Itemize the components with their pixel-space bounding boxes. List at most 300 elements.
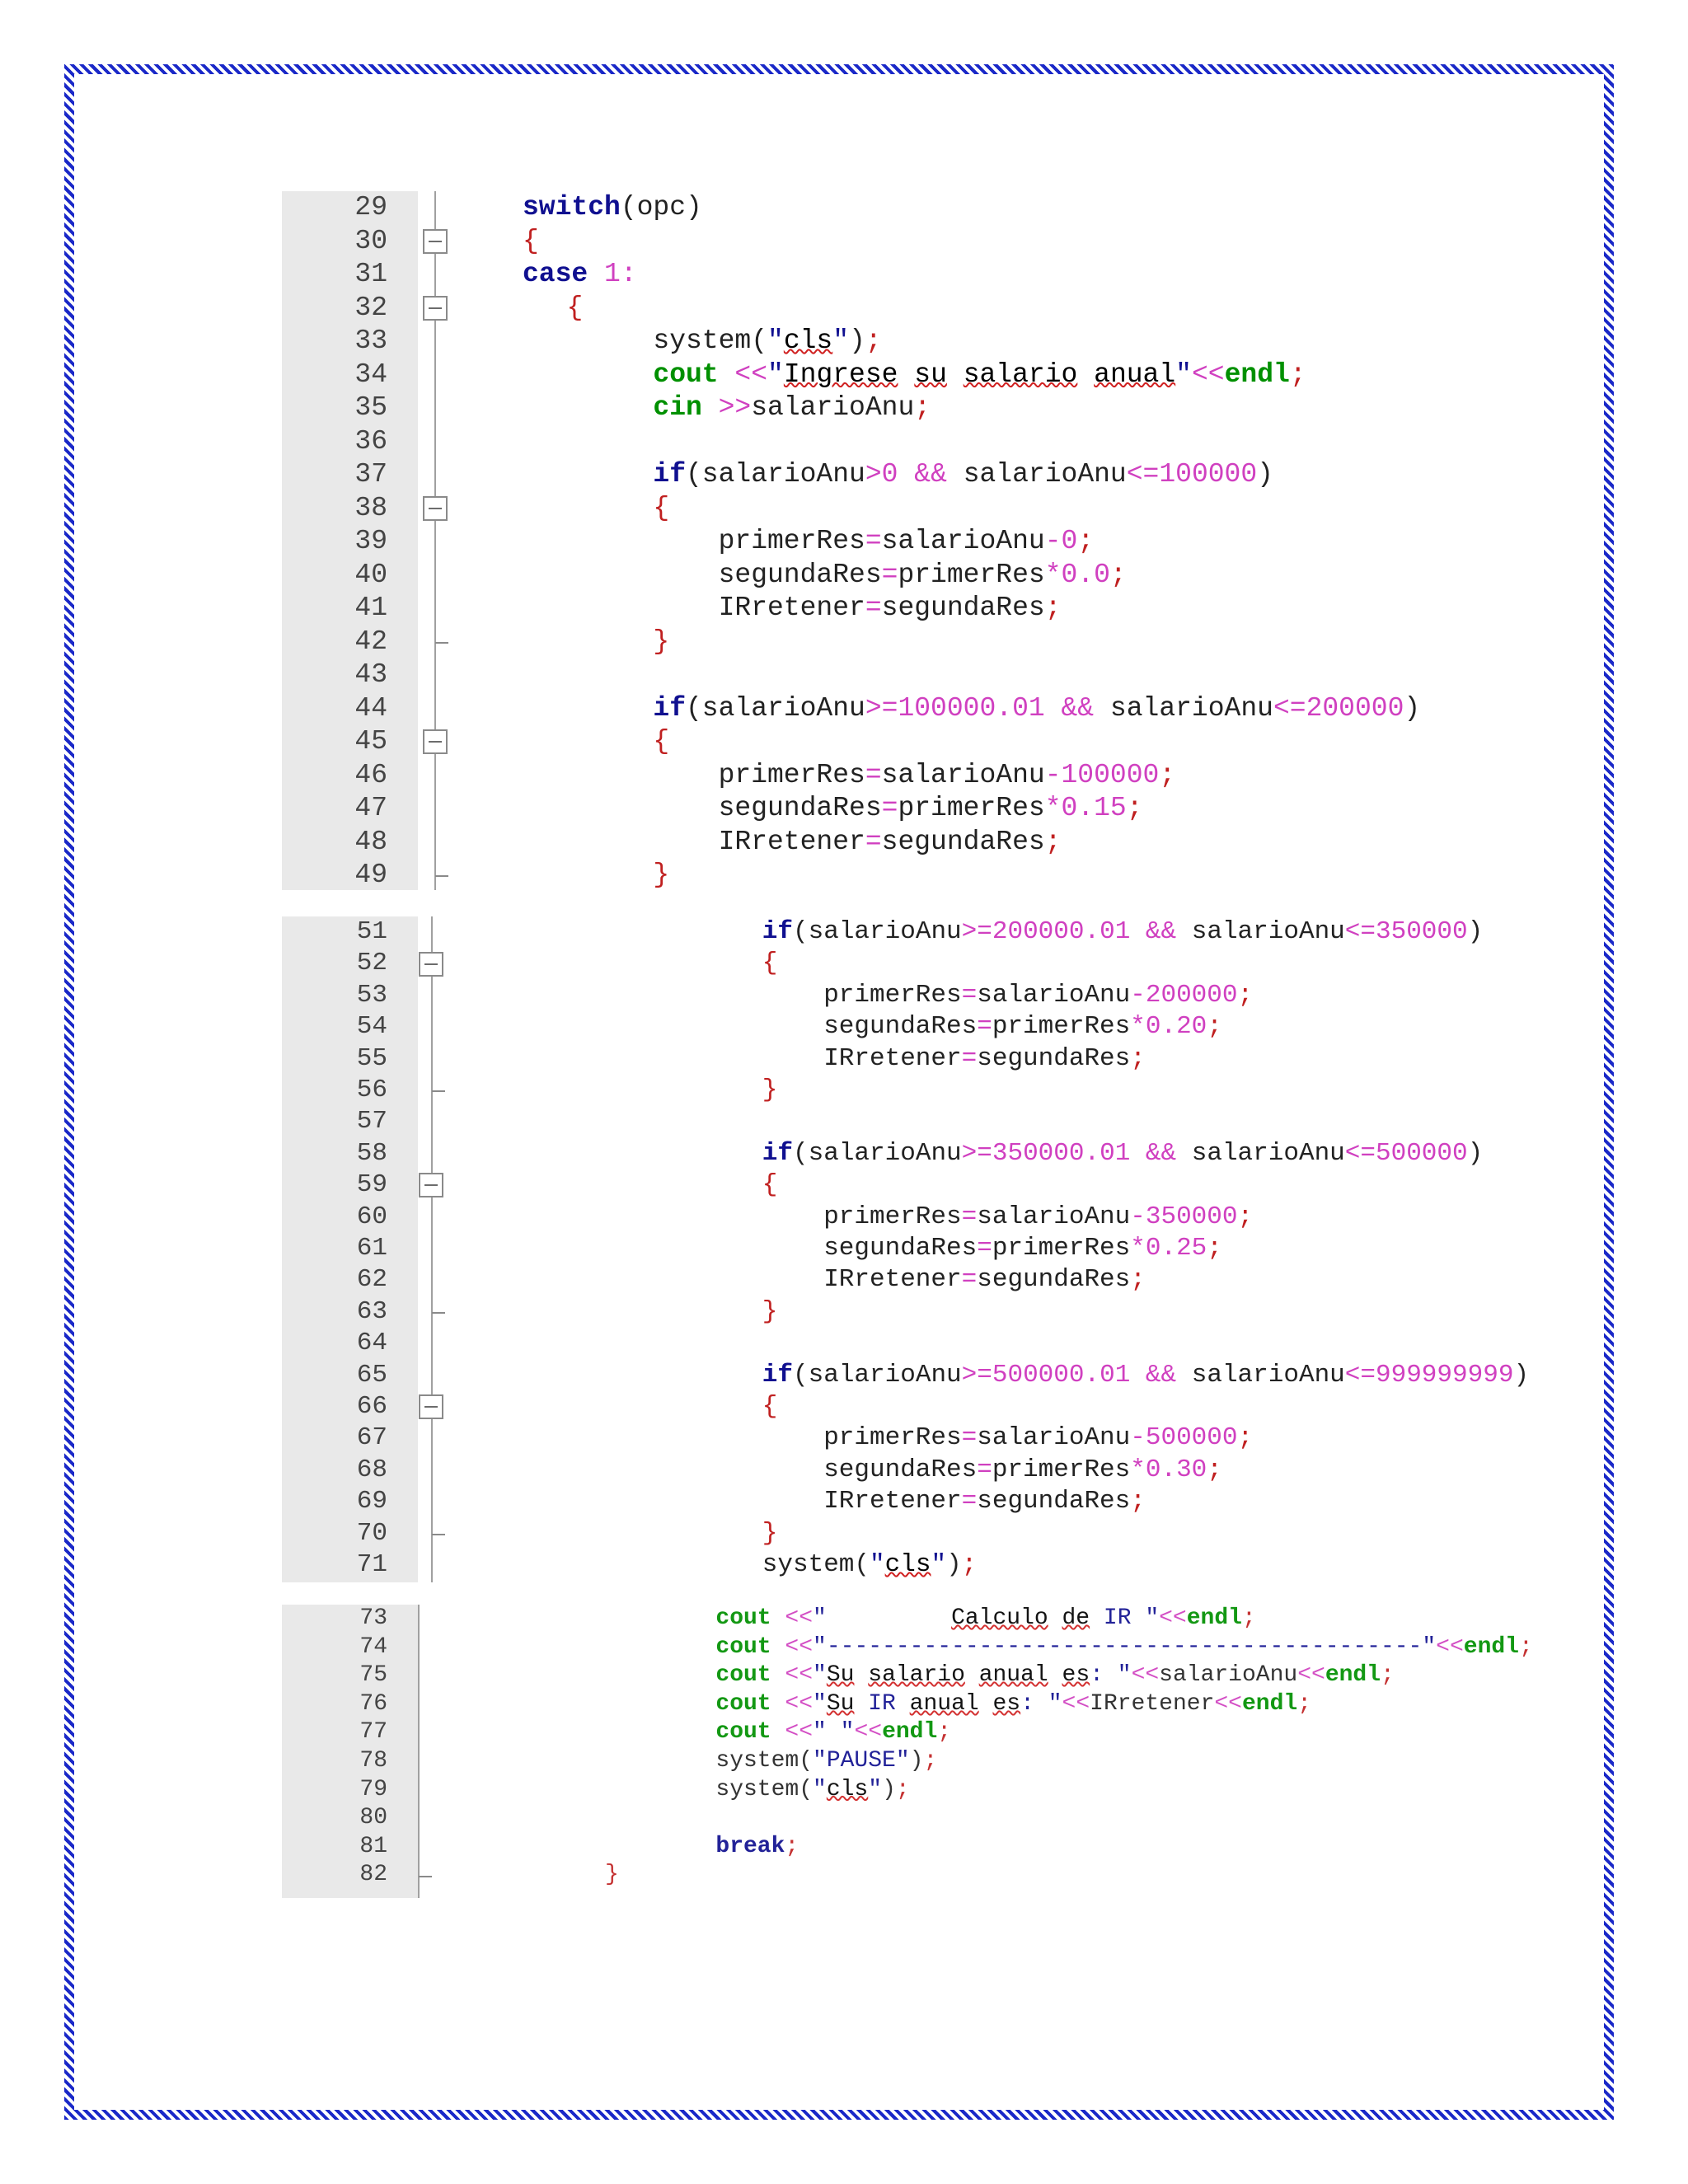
code-token: primerRes bbox=[823, 1202, 962, 1231]
code-token: salarioAnu bbox=[977, 980, 1131, 1010]
code-text bbox=[823, 1455, 1222, 1486]
code-line bbox=[282, 359, 1452, 392]
code-token: Su bbox=[826, 1690, 855, 1717]
code-token: segundaRes bbox=[977, 1487, 1131, 1516]
code-token: salarioAnu bbox=[1159, 1662, 1298, 1689]
code-text bbox=[762, 1549, 977, 1581]
code-token: && bbox=[1061, 692, 1095, 724]
code-token: salarioAnu bbox=[946, 459, 1127, 490]
code-token: ) bbox=[1467, 917, 1484, 946]
code-token: Calculo bbox=[951, 1605, 1048, 1631]
fold-toggle-icon[interactable] bbox=[423, 229, 448, 254]
code-token: 200000 bbox=[1306, 692, 1404, 724]
fold-toggle-icon[interactable] bbox=[423, 496, 448, 521]
code-token: if bbox=[653, 459, 686, 490]
code-text bbox=[653, 391, 931, 425]
code-token: " bbox=[868, 1776, 883, 1802]
code-token: = bbox=[961, 1423, 978, 1453]
code-token: 100000 bbox=[1159, 459, 1258, 490]
code-token: { bbox=[653, 726, 670, 757]
code-token: salarioAnu bbox=[1176, 1360, 1345, 1390]
code-token: ) bbox=[1513, 1360, 1530, 1390]
code-token: primerRes bbox=[992, 1234, 1131, 1263]
fold-toggle-icon[interactable] bbox=[419, 952, 443, 977]
line-number: 31 bbox=[354, 259, 387, 289]
code-token: ) bbox=[882, 1776, 896, 1802]
code-token: 100000 bbox=[1061, 759, 1160, 790]
code-line bbox=[282, 425, 1452, 459]
code-token: ; bbox=[1044, 593, 1062, 623]
line-number: 52 bbox=[356, 949, 387, 978]
code-token bbox=[771, 1634, 785, 1660]
code-token: IRretener bbox=[718, 826, 865, 857]
code-text bbox=[823, 1233, 1222, 1264]
code-text bbox=[823, 1202, 1253, 1233]
code-token bbox=[771, 1605, 785, 1631]
code-token: ; bbox=[923, 1748, 938, 1774]
code-token: ; bbox=[1126, 793, 1143, 823]
code-token: = bbox=[881, 559, 898, 590]
line-number: 36 bbox=[354, 425, 387, 457]
code-token: = bbox=[977, 1455, 992, 1484]
code-token: } bbox=[762, 1076, 778, 1104]
code-token: segundaRes bbox=[881, 593, 1045, 623]
code-token: salarioAnu bbox=[751, 392, 915, 423]
fold-end-icon bbox=[419, 1876, 432, 1877]
code-token: primerRes bbox=[823, 1423, 962, 1453]
fold-end-icon bbox=[432, 1090, 445, 1092]
code-token: Su bbox=[826, 1662, 855, 1689]
code-token: ; bbox=[1130, 1043, 1146, 1073]
code-token: cin bbox=[653, 392, 702, 423]
line-number: 68 bbox=[356, 1455, 387, 1484]
line-number: 63 bbox=[356, 1296, 387, 1326]
code-line bbox=[282, 1861, 1452, 1890]
code-token: 0.0 bbox=[1061, 559, 1110, 590]
code-token: ; bbox=[937, 1719, 952, 1746]
code-token bbox=[771, 1691, 785, 1717]
line-number: 43 bbox=[354, 659, 387, 690]
line-number: 60 bbox=[356, 1202, 387, 1231]
line-number: 74 bbox=[359, 1633, 387, 1660]
code-text bbox=[653, 725, 669, 759]
code-token: } bbox=[653, 626, 670, 657]
code-line bbox=[282, 1075, 1452, 1106]
code-line bbox=[282, 1747, 1452, 1776]
line-number: 42 bbox=[354, 626, 387, 657]
code-line bbox=[282, 1011, 1452, 1043]
code-token: ; bbox=[865, 326, 882, 356]
code-text bbox=[719, 592, 1062, 626]
code-line bbox=[282, 391, 1452, 425]
line-number: 58 bbox=[356, 1138, 387, 1168]
code-token: IRretener bbox=[823, 1265, 962, 1295]
code-text bbox=[762, 1360, 1529, 1391]
code-token: } bbox=[762, 1296, 778, 1326]
code-token: ; bbox=[1130, 1265, 1146, 1295]
code-token: IRretener bbox=[823, 1043, 962, 1073]
line-number: 70 bbox=[356, 1518, 387, 1548]
code-text bbox=[719, 792, 1143, 826]
code-line bbox=[282, 1718, 1452, 1747]
code-text bbox=[762, 948, 778, 979]
code-token: endl bbox=[1463, 1633, 1519, 1660]
code-line bbox=[282, 1202, 1452, 1233]
code-token: " bbox=[813, 1662, 827, 1689]
code-token: primerRes bbox=[718, 526, 865, 556]
line-number: 64 bbox=[356, 1329, 387, 1358]
code-text bbox=[653, 859, 669, 893]
code-token bbox=[719, 359, 735, 390]
code-token: endl bbox=[1186, 1605, 1242, 1631]
code-token: endl bbox=[1325, 1662, 1381, 1689]
code-token: <= bbox=[1273, 692, 1306, 724]
code-token: : bbox=[620, 259, 637, 289]
code-token: && bbox=[1145, 917, 1177, 946]
code-token: << bbox=[1191, 359, 1225, 390]
code-token: { bbox=[566, 292, 584, 323]
code-line bbox=[282, 1633, 1533, 1662]
code-token bbox=[1130, 1361, 1146, 1390]
line-number: 40 bbox=[354, 559, 387, 590]
code-token: = bbox=[865, 826, 882, 857]
code-text bbox=[653, 325, 881, 359]
code-token: 1 bbox=[604, 259, 621, 289]
code-token: ; bbox=[1237, 1423, 1254, 1453]
code-token: 500000 bbox=[1145, 1423, 1238, 1453]
code-line bbox=[282, 1518, 1452, 1549]
code-token bbox=[979, 1691, 993, 1717]
fold-toggle-icon[interactable] bbox=[419, 1394, 443, 1419]
line-number: 77 bbox=[359, 1719, 387, 1746]
code-line bbox=[282, 1043, 1452, 1075]
code-token: { bbox=[762, 1392, 778, 1421]
code-token: = bbox=[961, 1265, 978, 1295]
code-token: salario bbox=[868, 1662, 965, 1689]
code-text bbox=[715, 1833, 799, 1862]
code-token bbox=[771, 1719, 785, 1745]
code-token: 350000 bbox=[1145, 1202, 1238, 1231]
line-number: 49 bbox=[354, 860, 387, 890]
code-token: IRretener bbox=[718, 593, 865, 623]
code-token: >= bbox=[961, 1138, 992, 1168]
fold-toggle-icon[interactable] bbox=[423, 296, 448, 321]
code-token: segundaRes bbox=[823, 1455, 978, 1484]
code-token: (salarioAnu bbox=[793, 917, 962, 946]
code-text bbox=[762, 1296, 778, 1328]
code-token bbox=[1045, 693, 1062, 724]
code-token: 0 bbox=[1061, 526, 1078, 556]
code-token: << bbox=[1159, 1605, 1187, 1631]
code-token: IRretener bbox=[823, 1487, 962, 1516]
line-number: 79 bbox=[359, 1776, 387, 1802]
line-number: 82 bbox=[359, 1862, 387, 1888]
line-number: 69 bbox=[356, 1487, 387, 1516]
code-token bbox=[702, 392, 719, 423]
line-number: 44 bbox=[354, 692, 387, 724]
code-token: } bbox=[605, 1862, 619, 1888]
code-line bbox=[282, 1233, 1452, 1264]
code-token: * bbox=[1044, 793, 1062, 823]
code-token: << bbox=[785, 1690, 814, 1717]
code-token: = bbox=[865, 526, 882, 556]
code-token: <= bbox=[1344, 917, 1376, 946]
code-token bbox=[1130, 917, 1146, 946]
code-token: salarioAnu bbox=[881, 759, 1045, 790]
code-token: system( bbox=[715, 1748, 814, 1774]
line-number: 38 bbox=[354, 492, 387, 523]
code-token: = bbox=[977, 1234, 992, 1263]
code-token: ) bbox=[946, 1550, 962, 1579]
code-text bbox=[823, 1422, 1253, 1454]
code-token: << bbox=[1062, 1690, 1090, 1717]
code-text bbox=[715, 1661, 1394, 1690]
code-text bbox=[762, 916, 1483, 948]
code-token: = bbox=[865, 759, 882, 790]
code-token bbox=[1048, 1662, 1062, 1688]
code-token: - bbox=[1130, 980, 1146, 1010]
code-token: segundaRes bbox=[881, 826, 1045, 857]
line-number: 34 bbox=[354, 359, 387, 390]
code-token bbox=[1077, 359, 1094, 390]
code-token: && bbox=[914, 459, 947, 490]
code-token: primerRes bbox=[992, 1012, 1131, 1042]
code-token: salario bbox=[963, 359, 1078, 390]
code-text bbox=[762, 1169, 778, 1201]
code-token: cls bbox=[884, 1550, 931, 1579]
code-text bbox=[715, 1690, 1311, 1719]
code-block-3 bbox=[282, 1605, 1533, 1898]
fold-end-icon bbox=[435, 875, 448, 877]
code-token: " bbox=[813, 1605, 952, 1631]
code-token: ; bbox=[785, 1833, 799, 1859]
code-token: cout bbox=[715, 1633, 771, 1660]
code-token: segundaRes bbox=[977, 1265, 1131, 1295]
code-token: = bbox=[881, 793, 898, 823]
line-number: 55 bbox=[356, 1043, 387, 1073]
code-token: * bbox=[1130, 1455, 1146, 1484]
code-line bbox=[282, 1833, 1452, 1862]
code-token: 350000.01 bbox=[992, 1138, 1131, 1168]
code-token: segundaRes bbox=[823, 1234, 978, 1263]
code-token: > bbox=[865, 459, 882, 490]
line-number: 73 bbox=[359, 1605, 387, 1631]
code-token: << bbox=[1131, 1662, 1160, 1689]
code-text bbox=[715, 1776, 909, 1805]
code-line bbox=[282, 492, 1452, 526]
code-token: (opc) bbox=[620, 192, 702, 223]
code-token: 999999999 bbox=[1376, 1360, 1514, 1390]
code-token bbox=[1130, 1139, 1146, 1168]
code-token: cls bbox=[783, 326, 833, 356]
code-token bbox=[947, 359, 964, 390]
code-token: IRretener bbox=[1090, 1690, 1215, 1717]
code-token: ; bbox=[1130, 1487, 1146, 1516]
code-line bbox=[282, 458, 1452, 492]
code-token: ; bbox=[914, 392, 931, 423]
code-line bbox=[282, 1391, 1452, 1422]
code-line bbox=[282, 559, 1452, 593]
code-text bbox=[715, 1605, 1255, 1633]
code-text bbox=[719, 826, 1062, 860]
line-number: 78 bbox=[359, 1748, 387, 1774]
code-token: = bbox=[961, 1043, 978, 1073]
code-token: case bbox=[523, 259, 588, 289]
code-token: 200000.01 bbox=[992, 917, 1131, 946]
code-token: ; bbox=[1237, 1202, 1254, 1231]
code-line bbox=[282, 592, 1452, 626]
code-line bbox=[282, 1264, 1452, 1296]
code-line bbox=[282, 1360, 1530, 1391]
code-token: 500000 bbox=[1376, 1138, 1468, 1168]
code-token bbox=[854, 1662, 868, 1688]
fold-toggle-icon[interactable] bbox=[423, 729, 448, 754]
code-line bbox=[282, 1776, 1452, 1805]
code-line bbox=[282, 1804, 1452, 1833]
line-number: 53 bbox=[356, 980, 387, 1010]
line-number: 54 bbox=[356, 1012, 387, 1042]
code-token: 0.25 bbox=[1145, 1234, 1207, 1263]
code-token: ; bbox=[1109, 559, 1127, 590]
code-token: " bbox=[832, 326, 850, 356]
code-block-2 bbox=[282, 916, 1530, 1582]
line-number: 56 bbox=[356, 1076, 387, 1104]
code-text bbox=[653, 492, 669, 526]
code-token: "-------------------------------------------" bbox=[813, 1633, 1437, 1660]
code-token: << bbox=[854, 1719, 883, 1746]
code-line bbox=[282, 1328, 1452, 1359]
line-number: 67 bbox=[356, 1423, 387, 1453]
code-token: anual bbox=[978, 1662, 1048, 1689]
code-token: system( bbox=[715, 1776, 814, 1802]
code-token: cls bbox=[826, 1776, 869, 1802]
code-token: (salarioAnu bbox=[793, 1360, 962, 1390]
code-token: ; bbox=[1207, 1455, 1222, 1484]
code-text bbox=[762, 1391, 778, 1422]
code-token: primerRes bbox=[718, 759, 865, 790]
code-token: ) bbox=[1404, 692, 1421, 724]
code-token: ; bbox=[1237, 980, 1254, 1010]
fold-end-icon bbox=[432, 1312, 445, 1314]
code-token bbox=[1048, 1605, 1062, 1631]
code-token: ) bbox=[849, 326, 865, 356]
code-token: <= bbox=[1344, 1360, 1376, 1390]
line-number: 32 bbox=[354, 292, 387, 323]
code-token: primerRes bbox=[898, 559, 1045, 590]
code-line bbox=[282, 980, 1452, 1011]
code-text bbox=[523, 258, 637, 292]
code-token: * bbox=[1044, 559, 1062, 590]
code-text bbox=[653, 692, 1420, 726]
line-number: 47 bbox=[354, 793, 387, 823]
line-number: 41 bbox=[354, 593, 387, 623]
code-token: (salarioAnu bbox=[686, 692, 865, 724]
code-token: { bbox=[762, 949, 778, 978]
code-text bbox=[823, 1043, 1146, 1075]
code-line bbox=[282, 792, 1452, 826]
line-number: 45 bbox=[354, 726, 387, 757]
fold-end-icon bbox=[435, 642, 448, 644]
code-token: = bbox=[961, 980, 978, 1010]
code-token: ; bbox=[1289, 359, 1306, 390]
code-token bbox=[965, 1662, 979, 1688]
line-number: 62 bbox=[356, 1265, 387, 1295]
code-token: " bbox=[767, 359, 784, 390]
code-token: } bbox=[653, 860, 670, 890]
code-token: su bbox=[914, 359, 947, 390]
code-text bbox=[762, 1138, 1483, 1169]
code-token: ; bbox=[1159, 759, 1176, 790]
code-token: : " bbox=[1020, 1690, 1062, 1717]
line-number: 39 bbox=[354, 526, 387, 556]
code-line bbox=[282, 1605, 1452, 1633]
code-line bbox=[282, 692, 1452, 726]
code-token: ; bbox=[1207, 1012, 1222, 1042]
code-token: ; bbox=[1518, 1633, 1533, 1660]
code-line bbox=[282, 1422, 1452, 1454]
code-token: >= bbox=[961, 1360, 992, 1390]
line-number: 29 bbox=[354, 192, 387, 223]
line-number: 46 bbox=[354, 759, 387, 790]
code-token: >> bbox=[718, 392, 752, 423]
code-token: * bbox=[1130, 1012, 1146, 1042]
code-line bbox=[282, 1296, 1452, 1328]
code-token: << bbox=[785, 1633, 814, 1660]
code-text bbox=[715, 1633, 1532, 1662]
code-token: { bbox=[653, 492, 670, 523]
code-token: ) bbox=[909, 1748, 924, 1774]
code-token: " bbox=[813, 1690, 827, 1717]
code-token bbox=[771, 1662, 785, 1688]
code-token bbox=[898, 359, 914, 390]
code-text bbox=[523, 191, 702, 225]
code-line bbox=[282, 1138, 1484, 1169]
code-line bbox=[282, 292, 1452, 326]
code-token: << bbox=[785, 1662, 814, 1689]
code-token: << bbox=[734, 359, 768, 390]
code-token: " bbox=[813, 1776, 827, 1802]
line-number: 37 bbox=[354, 459, 387, 490]
code-token: " bbox=[870, 1550, 885, 1579]
code-line bbox=[282, 1661, 1452, 1690]
code-token: ; bbox=[961, 1550, 978, 1579]
code-line bbox=[282, 525, 1452, 559]
code-token: salarioAnu bbox=[881, 526, 1045, 556]
code-token: primerRes bbox=[823, 980, 962, 1010]
code-token: = bbox=[961, 1487, 978, 1516]
fold-toggle-icon[interactable] bbox=[419, 1173, 443, 1197]
code-token: de bbox=[1062, 1605, 1090, 1631]
line-number: 35 bbox=[354, 392, 387, 423]
code-token: << bbox=[1436, 1633, 1464, 1660]
code-token: ; bbox=[1207, 1234, 1222, 1263]
code-line bbox=[282, 1549, 1452, 1581]
code-token: segundaRes bbox=[823, 1012, 978, 1042]
line-number: 75 bbox=[359, 1662, 387, 1689]
code-token: : " bbox=[1090, 1662, 1132, 1689]
line-number: 80 bbox=[359, 1805, 387, 1831]
code-token: - bbox=[1044, 759, 1062, 790]
code-text bbox=[823, 1486, 1146, 1517]
code-token: if bbox=[762, 1360, 794, 1390]
code-token: 200000 bbox=[1145, 980, 1238, 1010]
code-token: cout bbox=[653, 359, 719, 390]
code-token: " bbox=[767, 326, 784, 356]
code-token: es bbox=[1062, 1662, 1090, 1689]
code-token: endl bbox=[882, 1719, 938, 1746]
code-token: if bbox=[762, 917, 794, 946]
code-token bbox=[588, 259, 604, 289]
